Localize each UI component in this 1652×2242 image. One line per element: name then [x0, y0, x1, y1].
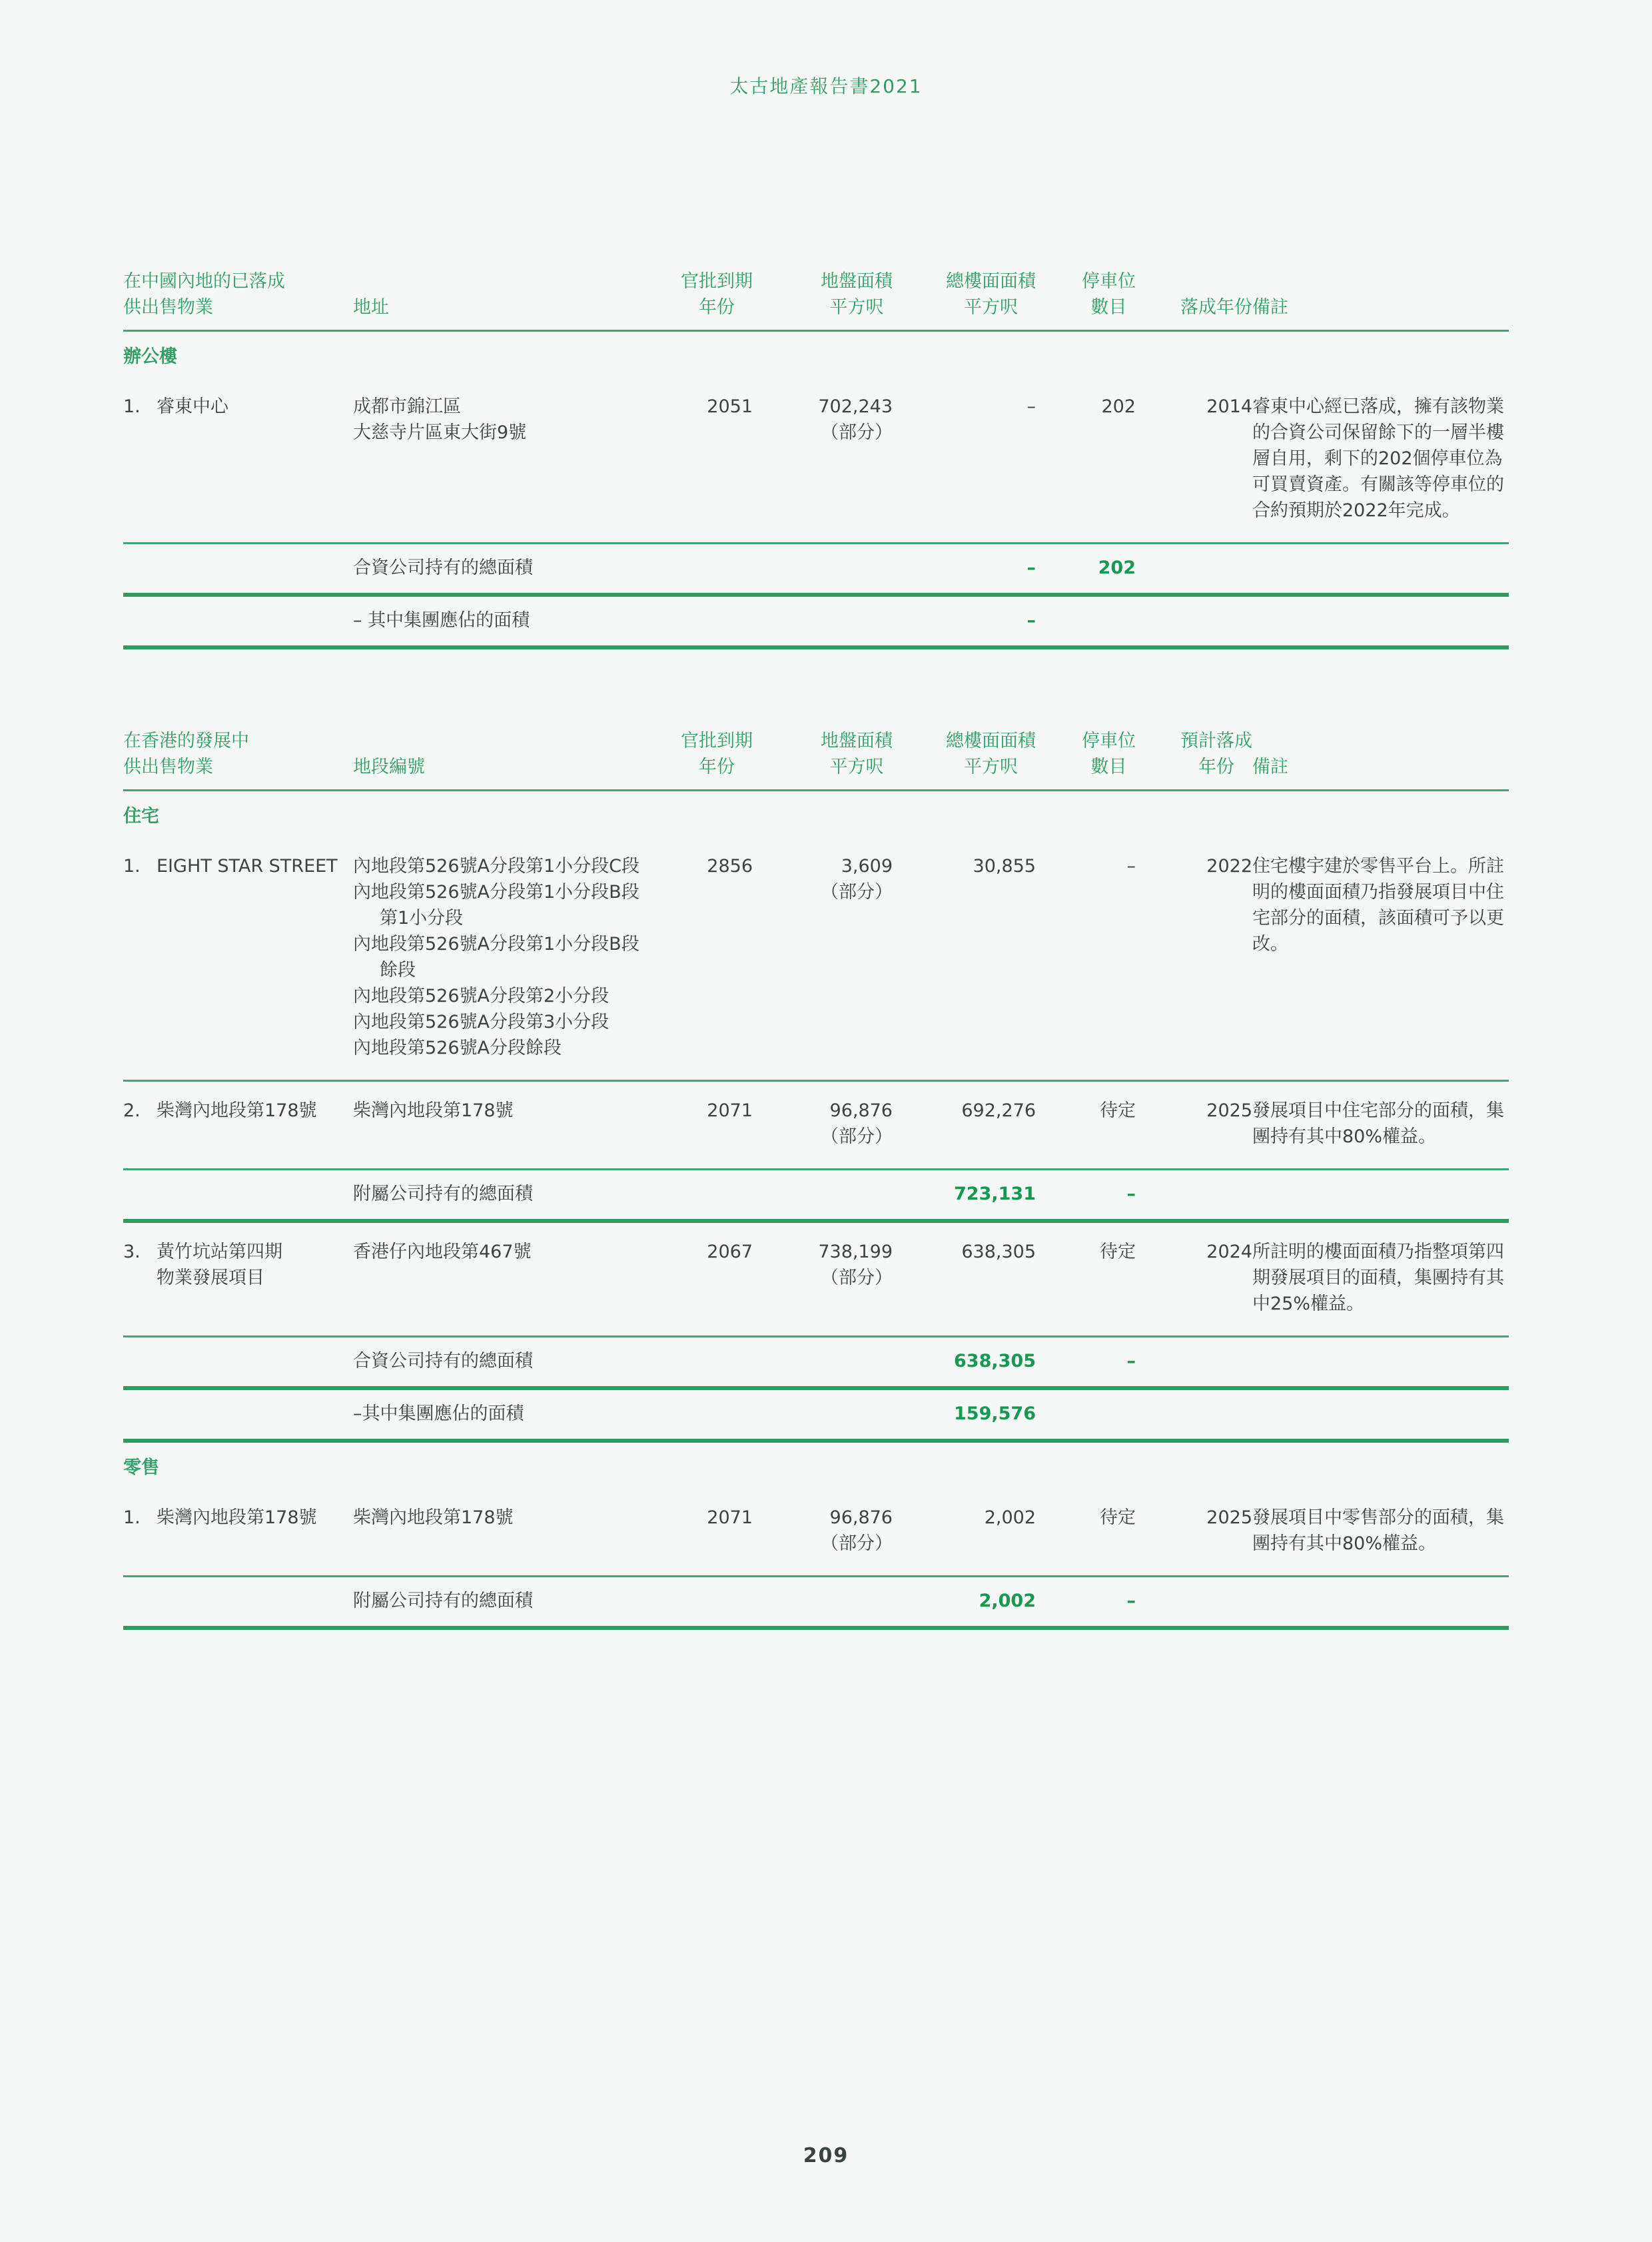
- hk-development-properties-table: [123, 728, 1509, 1630]
- section-retail-row: [123, 1441, 1509, 1489]
- carparks-cell: 待定: [1036, 1221, 1136, 1337]
- row-number-cell: 3.: [123, 1221, 157, 1337]
- header-expected-completion: [1136, 728, 1252, 791]
- lot-line: 內地段第526號A分段第1小分段B段: [353, 934, 639, 954]
- lot-line: 內地段第526號A分段餘段: [353, 1038, 562, 1058]
- carparks-cell: 202: [1036, 378, 1136, 544]
- gfa-cell: 30,855: [893, 837, 1036, 1081]
- total-subsidiary-row: [123, 1170, 1509, 1222]
- property-name-cell: 柴灣內地段第178號: [157, 1081, 353, 1170]
- site-area-cell: [753, 378, 893, 544]
- mainland-completed-properties-table: [123, 268, 1509, 649]
- address-line1: 成都市錦江區: [353, 396, 461, 417]
- address-line2: 大慈寺片區東大街9號: [353, 422, 527, 443]
- header-lease-line1: 官批到期: [681, 271, 753, 292]
- header-gfa-line2: 平方呎: [964, 297, 1018, 318]
- lot-number-cell: 柴灣內地段第178號: [353, 1489, 673, 1577]
- site-area-note: （部分）: [821, 1126, 893, 1147]
- total-carparks-cell: –: [1036, 1170, 1136, 1222]
- header-site-line1: 地盤面積: [821, 271, 893, 292]
- lot-line: 內地段第526號A分段第1小分段C段: [353, 856, 640, 877]
- total-jv-row: [123, 1337, 1509, 1389]
- empty-cell: [1252, 595, 1509, 647]
- total-carparks-cell: –: [1036, 1337, 1136, 1389]
- lease-expiry-cell: 2071: [673, 1081, 753, 1170]
- header-carparks: [1036, 268, 1136, 331]
- header-property: [123, 268, 353, 331]
- total-label-cell: 合資公司持有的總面積: [353, 544, 753, 595]
- site-area-note: （部分）: [821, 882, 893, 903]
- header-lease-stack: [681, 728, 753, 780]
- empty-cell: [1136, 595, 1252, 647]
- empty-cell: [1252, 1337, 1509, 1389]
- header-remarks: [1252, 268, 1509, 331]
- total-gfa-cell: –: [893, 595, 1036, 647]
- total-gfa-cell: 2,002: [893, 1577, 1036, 1629]
- site-area-value: 738,199: [818, 1242, 893, 1262]
- header-property-line1: 在香港的發展中: [123, 731, 249, 751]
- empty-cell: [753, 1577, 893, 1629]
- property-name-cell: [157, 1221, 353, 1337]
- site-area-value: 96,876: [829, 1507, 893, 1528]
- header-site-stack: [821, 728, 893, 780]
- table-row: [123, 1081, 1509, 1170]
- gfa-cell: 2,002: [893, 1489, 1036, 1577]
- header-property-line2: 供出售物業: [123, 757, 213, 777]
- header-lease-stack: [681, 268, 753, 320]
- lease-expiry-cell: 2071: [673, 1489, 753, 1577]
- total-gfa-cell: –: [893, 544, 1036, 595]
- empty-cell: [753, 544, 893, 595]
- header-property-line1: 在中國內地的已落成: [123, 271, 285, 292]
- total-label-cell: – 其中集團應佔的面積: [353, 595, 753, 647]
- total-carparks-cell: –: [1036, 1577, 1136, 1629]
- site-area-value: 702,243: [818, 396, 893, 417]
- header-gfa: [893, 268, 1036, 331]
- remarks-cell: 住宅樓宇建於零售平台上。所註明的樓面面積乃指發展項目中住宅部分的面積，該面積可予以更改。: [1252, 837, 1509, 1081]
- empty-cell: [123, 1388, 353, 1441]
- header-carparks-line2: 數目: [1090, 297, 1127, 318]
- header-remarks-label: 備註: [1252, 297, 1288, 318]
- site-area-cell: [753, 1489, 893, 1577]
- property-name-line2: 物業發展項目: [157, 1268, 264, 1288]
- section-residential-label: 住宅: [123, 806, 159, 827]
- empty-cell: [1136, 544, 1252, 595]
- row-number-cell: 2.: [123, 1081, 157, 1170]
- empty-cell: [123, 1337, 353, 1389]
- empty-cell: [753, 1337, 893, 1389]
- header-property-line2: 供出售物業: [123, 297, 213, 318]
- empty-cell: [1252, 1388, 1509, 1441]
- section-retail-label: 零售: [123, 1457, 159, 1478]
- gfa-cell: 692,276: [893, 1081, 1036, 1170]
- lease-expiry-cell: 2067: [673, 1221, 753, 1337]
- total-group-share-row: [123, 1388, 1509, 1441]
- empty-cell: [1136, 1388, 1252, 1441]
- header-remarks: [1252, 728, 1509, 791]
- total-label-cell: 附屬公司持有的總面積: [353, 1170, 753, 1222]
- completion-year-cell: 2014: [1136, 378, 1252, 544]
- site-area-note: （部分）: [821, 1533, 893, 1554]
- total-gfa-cell: 159,576: [893, 1388, 1036, 1441]
- header-address-label: 地址: [353, 297, 389, 318]
- header-site-area: [753, 728, 893, 791]
- property-name: EIGHT STAR STREET: [157, 856, 338, 877]
- lot-number-cell: 柴灣內地段第178號: [353, 1081, 673, 1170]
- table-row: [123, 1221, 1509, 1337]
- header-carparks: [1036, 728, 1136, 791]
- lot-line: 內地段第526號A分段第1小分段B段: [353, 882, 639, 903]
- total-jv-row: [123, 544, 1509, 595]
- lot-number-cell: 香港仔內地段第467號: [353, 1221, 673, 1337]
- header-site-line2: 平方呎: [829, 297, 884, 318]
- lot-line: 第1小分段: [380, 908, 464, 929]
- header-carparks-stack: [1082, 728, 1136, 780]
- header-lease-line1: 官批到期: [681, 731, 753, 751]
- header-gfa-line2: 平方呎: [964, 757, 1018, 777]
- property-name-cell: 柴灣內地段第178號: [157, 1489, 353, 1577]
- section-office-label: 辦公樓: [123, 346, 177, 367]
- lease-expiry-cell: 2856: [673, 837, 753, 1081]
- header-address: [353, 268, 673, 331]
- header-site-area: [753, 268, 893, 331]
- carparks-cell: 待定: [1036, 1081, 1136, 1170]
- lot-line: 內地段第526號A分段第2小分段: [353, 986, 610, 1006]
- total-group-share-row: [123, 595, 1509, 647]
- completion-year-cell: 2022: [1136, 837, 1252, 1081]
- empty-cell: [123, 544, 353, 595]
- carparks-cell: –: [1036, 837, 1136, 1081]
- gfa-cell: –: [893, 378, 1036, 544]
- total-gfa-cell: 638,305: [893, 1337, 1036, 1389]
- lease-expiry-cell: 2051: [673, 378, 753, 544]
- header-completion-line2: 年份: [1198, 757, 1234, 777]
- total-carparks-cell: 202: [1036, 544, 1136, 595]
- completion-year-cell: 2025: [1136, 1081, 1252, 1170]
- address-cell: [353, 378, 673, 544]
- lot-number-cell: [353, 837, 673, 1081]
- empty-cell: [1036, 595, 1136, 647]
- empty-cell: [1036, 1388, 1136, 1441]
- total-label-cell: 附屬公司持有的總面積: [353, 1577, 753, 1629]
- table-header-row: [123, 268, 1509, 331]
- remarks-cell: 所註明的樓面面積乃指整項第四期發展項目的面積，集團持有其中25%權益。: [1252, 1221, 1509, 1337]
- completion-year-cell: 2025: [1136, 1489, 1252, 1577]
- empty-cell: [753, 1388, 893, 1441]
- lot-line: 內地段第526號A分段第3小分段: [353, 1012, 610, 1032]
- lot-line: 餘段: [380, 960, 416, 980]
- site-area-value: 96,876: [829, 1100, 893, 1121]
- empty-cell: [753, 1170, 893, 1222]
- site-area-cell: [753, 837, 893, 1081]
- site-area-value: 3,609: [841, 856, 893, 877]
- header-gfa-stack: [946, 268, 1036, 320]
- empty-cell: [123, 1170, 353, 1222]
- empty-cell: [123, 1577, 353, 1629]
- header-carparks-stack: [1082, 268, 1136, 320]
- header-gfa: [893, 728, 1036, 791]
- site-area-note: （部分）: [821, 1268, 893, 1288]
- gfa-cell: 638,305: [893, 1221, 1036, 1337]
- completion-year-cell: 2024: [1136, 1221, 1252, 1337]
- table-row: [123, 837, 1509, 1081]
- header-completion-label: 落成年份: [1180, 297, 1252, 318]
- total-gfa-cell: 723,131: [893, 1170, 1036, 1222]
- total-subsidiary-row: [123, 1577, 1509, 1629]
- header-lease-line2: 年份: [699, 757, 735, 777]
- header-gfa-line1: 總樓面面積: [946, 271, 1036, 292]
- page-title: 太古地產報告書2021: [729, 75, 923, 97]
- section-office-row: [123, 331, 1509, 378]
- property-name-cell: 睿東中心: [157, 378, 353, 544]
- header-carparks-line1: 停車位: [1082, 271, 1136, 292]
- carparks-cell: 待定: [1036, 1489, 1136, 1577]
- remarks-cell: 發展項目中零售部分的面積，集團持有其中80%權益。: [1252, 1489, 1509, 1577]
- site-area-cell: [753, 1221, 893, 1337]
- header-gfa-stack: [946, 728, 1036, 780]
- header-carparks-line2: 數目: [1090, 757, 1127, 777]
- property-name-cell: [157, 837, 353, 1081]
- header-lease-expiry: [673, 268, 753, 331]
- empty-cell: [1252, 1170, 1509, 1222]
- section-residential-row: [123, 791, 1509, 838]
- header-site-stack: [821, 268, 893, 320]
- header-remarks-label: 備註: [1252, 757, 1288, 777]
- header-completion-year: [1136, 268, 1252, 331]
- header-lot-number: [353, 728, 673, 791]
- row-number-cell: 1.: [123, 378, 157, 544]
- empty-cell: [1136, 1170, 1252, 1222]
- table-row: [123, 1489, 1509, 1577]
- remarks-cell: 發展項目中住宅部分的面積，集團持有其中80%權益。: [1252, 1081, 1509, 1170]
- total-label-cell: –其中集團應佔的面積: [353, 1388, 753, 1441]
- empty-cell: [753, 595, 893, 647]
- header-completion-line1: 預計落成: [1180, 731, 1252, 751]
- header-site-line1: 地盤面積: [821, 731, 893, 751]
- empty-cell: [1252, 544, 1509, 595]
- empty-cell: [1252, 1577, 1509, 1629]
- header-carparks-line1: 停車位: [1082, 731, 1136, 751]
- header-site-line2: 平方呎: [829, 757, 884, 777]
- header-gfa-line1: 總樓面面積: [946, 731, 1036, 751]
- site-area-note: （部分）: [821, 422, 893, 443]
- empty-cell: [1136, 1337, 1252, 1389]
- table-header-row: [123, 728, 1509, 791]
- header-lease-expiry: [673, 728, 753, 791]
- table-row: [123, 378, 1509, 544]
- header-completion-stack: [1180, 728, 1252, 780]
- remarks-cell: 睿東中心經已落成，擁有該物業的合資公司保留餘下的一層半樓層自用，剩下的202個停車位為可買賣資產。有關該等停車位的合約預期於2022年完成。: [1252, 378, 1509, 544]
- row-number-cell: 1.: [123, 837, 157, 1081]
- header-lot-label: 地段編號: [353, 757, 425, 777]
- empty-cell: [1136, 1577, 1252, 1629]
- row-number-cell: 1.: [123, 1489, 157, 1577]
- property-name-line1: 黃竹坑站第四期: [157, 1242, 282, 1262]
- header-lease-line2: 年份: [699, 297, 735, 318]
- site-area-cell: [753, 1081, 893, 1170]
- total-label-cell: 合資公司持有的總面積: [353, 1337, 753, 1389]
- page-number: 209: [803, 2144, 849, 2167]
- header-property: [123, 728, 353, 791]
- empty-cell: [123, 595, 353, 647]
